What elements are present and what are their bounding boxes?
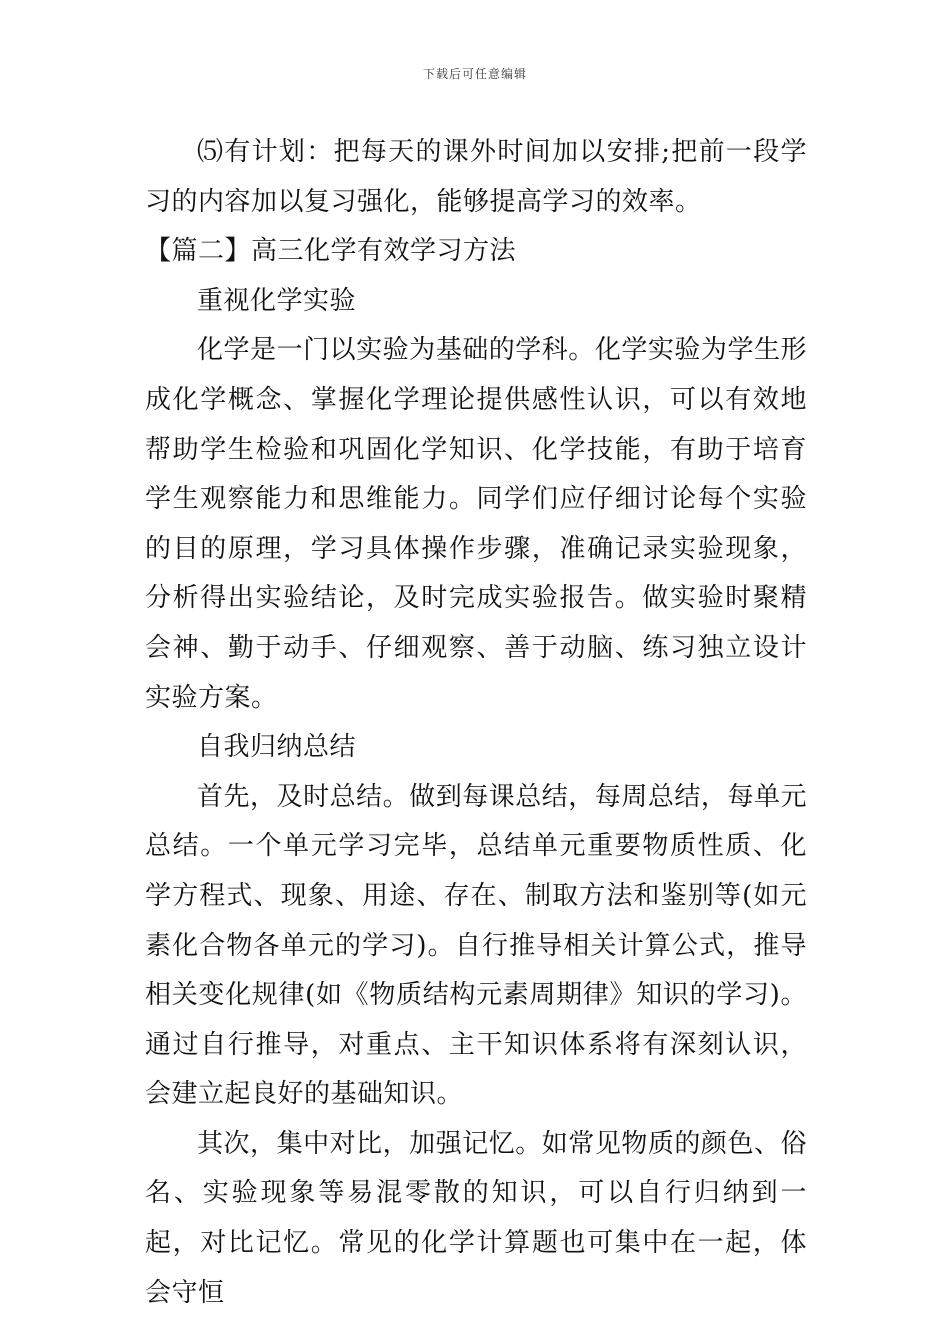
paragraph-first: 首先，及时总结。做到每课总结，每周总结，每单元总结。一个单元学习完毕，总结单元重要物质性质、化学方程式、现象、用途、存在、制取方法和鉴别等(如元素化合物各单元的学习)。自行推导相关计算公式，推导相关变化规律(如《物质结构元素周期律》知识的学习)。通过自行推导，对重点、主干知识体系将有深刻认识，会建立起良好的基础知识。 [145, 781, 807, 1110]
paragraph-second: 其次，集中对比，加强记忆。如常见物质的颜色、俗名、实验现象等易混零散的知识，可以自行归纳到一起，对比记忆。常见的化学计算题也可集中在一起，体会守恒 [145, 1128, 807, 1308]
paragraph-plan: ⑸有计划：把每天的课外时间加以安排;把前一段学习的内容加以复习强化，能够提高学习的效率。 [145, 137, 807, 217]
paragraph-experiment: 化学是一门以实验为基础的学科。化学实验为学生形成化学概念、掌握化学理论提供感性认识，可以有效地帮助学生检验和巩固化学知识、化学技能，有助于培育学生观察能力和思维能力。同学们应仔细讨论每个实验的目的原理，学习具体操作步骤，准确记录实验现象，分析得出实验结论，及时完成实验报告。做实验时聚精会神、勤于动手、仔细观察、善于动脑、练习独立设计实验方案。 [145, 335, 807, 713]
document-body [145, 128, 807, 1318]
subheading-experiment: 重视化学实验 [197, 285, 357, 316]
subheading-summary: 自我归纳总结 [197, 732, 357, 763]
section-heading: 【篇二】高三化学有效学习方法 [145, 236, 517, 267]
page-header: 下载后可任意编辑 [422, 67, 527, 81]
